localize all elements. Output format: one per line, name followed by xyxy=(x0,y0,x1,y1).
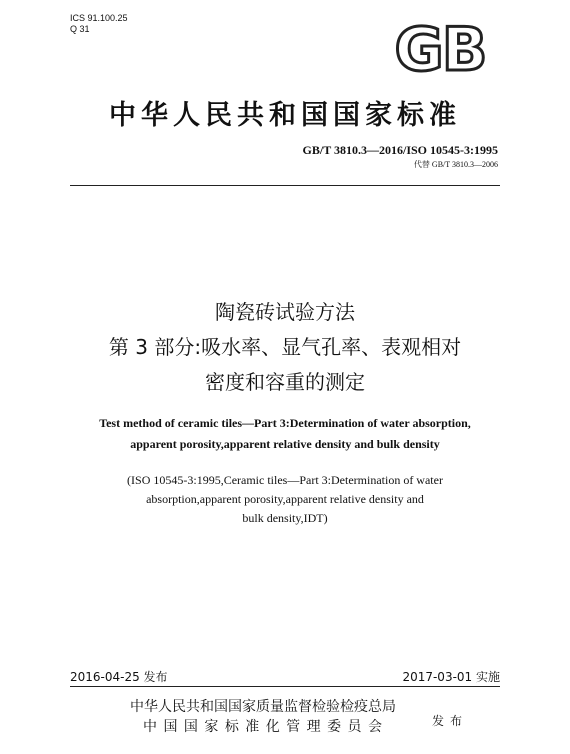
issue-date: 2016-04-25 发布 xyxy=(70,670,168,684)
cn-title-line-3: 密度和容重的测定 xyxy=(205,370,365,394)
standard-number: GB/T 3810.3—2016/ISO 10545-3:1995 xyxy=(302,143,498,157)
class-code: Q 31 xyxy=(70,24,90,34)
gb-logo-text: GB xyxy=(394,18,486,78)
english-title xyxy=(70,413,500,455)
footer-divider xyxy=(70,686,500,687)
iso-reference xyxy=(80,471,490,528)
publish-label: 发布 xyxy=(432,714,469,728)
issuing-org-line-2: 中 国 国 家 标 准 化 管 理 委 员 会 xyxy=(143,719,383,735)
replaces-standard: 代替 GB/T 3810.3—2006 xyxy=(413,160,498,169)
national-standard-title: 中华人民共和国国家标准 xyxy=(109,100,461,131)
issuing-org-line-1: 中华人民共和国国家质量监督检验检疫总局 xyxy=(130,699,396,715)
iso-line-2: absorption,apparent porosity,apparent relative density and xyxy=(146,492,424,506)
en-title-line-2: apparent porosity,apparent relative density and bulk density xyxy=(130,437,440,451)
gb-logo xyxy=(382,18,498,78)
iso-line-3: bulk density,IDT) xyxy=(242,511,328,525)
cn-title-line-2: 第 3 部分:吸水率、显气孔率、表观相对 xyxy=(108,335,462,359)
cn-title-line-1: 陶瓷砖试验方法 xyxy=(215,300,355,324)
ics-code: ICS 91.100.25 xyxy=(70,13,128,23)
header-divider xyxy=(70,185,500,186)
iso-line-1: (ISO 10545-3:1995,Ceramic tiles—Part 3:Determination of water xyxy=(127,473,443,487)
classification-codes xyxy=(70,13,128,35)
en-title-line-1: Test method of ceramic tiles—Part 3:Determination of water absorption, xyxy=(99,416,471,430)
implement-date: 2017-03-01 实施 xyxy=(402,670,500,684)
